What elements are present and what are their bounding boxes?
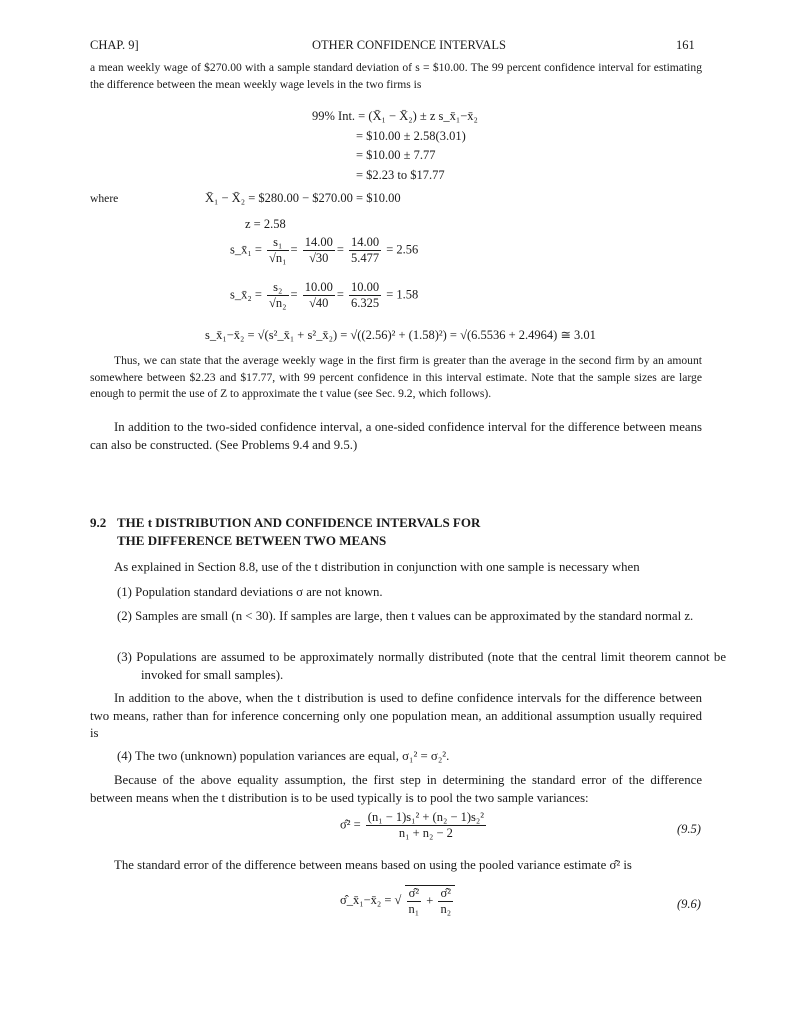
numerator: σ̂² <box>438 886 453 902</box>
fraction <box>303 235 335 266</box>
standard-error-paragraph: The standard error of the difference between means based on using the pooled variance estimate σ̂² is <box>114 858 632 872</box>
equation-9-5 <box>340 810 488 841</box>
section-title-line-1: THE t DISTRIBUTION AND CONFIDENCE INTERVALS FOR <box>117 515 481 530</box>
sx2-lhs: s_x̄₂ = <box>230 287 262 302</box>
section-intro: As explained in Section 8.8, use of the t distribution in conjunction with one sample is necessary when <box>114 560 640 574</box>
fraction <box>407 886 422 917</box>
fraction <box>267 280 288 311</box>
condition-3: (3) Populations are assumed to be approximately normally distributed (note that the central limit theorem cannot be invoked for small samples). <box>117 650 726 682</box>
denominator: √30 <box>309 251 329 265</box>
pool-paragraph: Because of the above equality assumption, the first step in determining the standard error of the difference between means when the t distribution is to be used typically is to pool the two sample variances: <box>90 773 702 805</box>
sx1-lhs: s_x̄₁ = <box>230 242 262 257</box>
eq96-lhs: σ̂_x̄₁−x̄₂ = √ <box>340 892 402 907</box>
chapter-label: CHAP. 9] <box>90 38 139 52</box>
equation-number-9-5: (9.5) <box>677 822 701 836</box>
sx2-result: = 1.58 <box>386 287 419 302</box>
numerator: 14.00 <box>304 235 333 249</box>
sx2-equation: s_x̄₂ = $\frac{\text{s₂}}{\text{√n₂}}$ = $\frac{10.00}{√40}$ = $\frac{10.00}{6.325}$ = 1.58 <box>230 280 419 310</box>
mean-difference-equation: X̄₁ − X̄₂ = $280.00 − $270.00 = $10.00 <box>205 191 401 205</box>
radicand <box>405 885 456 917</box>
fraction <box>267 235 288 266</box>
sdiff-equation: s_x̄₁−x̄₂ = √(s²_x̄₁ + s²_x̄₂) = √((2.56)² + (1.58)²) = √(6.5536 + 2.4964) ≅ 3.01 <box>205 328 596 342</box>
numerator: s₁ <box>267 235 288 251</box>
denominator: √n₁ <box>269 251 287 265</box>
numerator: 14.00 <box>351 235 380 249</box>
denominator: 5.477 <box>351 251 380 265</box>
interval-line-4: = $2.23 to $17.77 <box>356 168 445 182</box>
intro-paragraph: a mean weekly wage of $270.00 with a sample standard deviation of s = $10.00. The 99 percent confidence interval for estimating the difference between the mean weekly wage levels in the two firms is <box>90 61 702 91</box>
denominator: √n₂ <box>269 296 287 310</box>
sx1-result: = 2.56 <box>386 242 419 257</box>
denominator: n₁ + n₂ − 2 <box>398 826 453 840</box>
sx1-equation: s_x̄₁ = $\frac{\text{s₁}}{\text{√n₁}}$ = $\frac{14.00}{√30}$ = $\frac{14.00}{5.477}$ = 2.56 <box>230 235 419 265</box>
numerator: 10.00 <box>304 280 333 294</box>
denominator: n₁ <box>408 902 420 916</box>
section-title-line-2: THE DIFFERENCE BETWEEN TWO MEANS <box>117 533 387 548</box>
fraction <box>438 886 453 917</box>
eq95-lhs: σ̂² = <box>340 817 361 832</box>
one-sided-paragraph: In addition to the two-sided confidence interval, a one-sided confidence interval for the difference between means can also be constructed. (See Problems 9.4 and 9.5.) <box>90 420 702 452</box>
plus-sign: + <box>426 893 434 908</box>
numerator: 10.00 <box>351 280 380 294</box>
denominator: 6.325 <box>351 296 380 310</box>
additional-paragraph: In addition to the above, when the t distribution is used to define confidence intervals for the difference between two means, rather than for inference concerning only one population mean, an additional assumption usually required is <box>90 691 702 740</box>
fraction <box>366 810 486 841</box>
interval-line-2: = $10.00 ± 2.58(3.01) <box>356 129 466 143</box>
page-number: 161 <box>676 38 695 52</box>
fraction <box>349 280 381 311</box>
z-value-equation: z = 2.58 <box>245 217 286 231</box>
numerator: s₂ <box>267 280 288 296</box>
equation-9-6 <box>340 885 455 917</box>
condition-2: (2) Samples are small (n < 30). If samples are large, then t values can be approximated by the standard normal z. <box>117 609 694 623</box>
condition-1: (1) Population standard deviations σ are not known. <box>117 585 383 599</box>
running-title: OTHER CONFIDENCE INTERVALS <box>312 38 506 52</box>
fraction <box>303 280 335 311</box>
thus-paragraph: Thus, we can state that the average weekly wage in the first firm is greater than the average in the second firm by an amount somewhere between $2.23 and $17.77, with 99 percent confidence in this interval estimate. Note that the sample sizes are large enough to permit the use of Z to approximate the t value (see Sec. 9.2, which follows). <box>90 354 702 400</box>
denominator: n₂ <box>440 902 452 916</box>
interval-line-1: 99% Int. = (X̄₁ − X̄₂) ± z s_x̄₁−x̄₂ <box>312 109 478 123</box>
equation-number-9-6: (9.6) <box>677 897 701 911</box>
section-number: 9.2 <box>90 515 107 530</box>
condition-4: (4) The two (unknown) population variances are equal, σ₁² = σ₂². <box>117 749 450 763</box>
numerator: σ̂² <box>407 886 422 902</box>
fraction <box>349 235 381 266</box>
interval-line-3: = $10.00 ± 7.77 <box>356 148 436 162</box>
where-label: where <box>90 192 119 205</box>
numerator: (n₁ − 1)s₁² + (n₂ − 1)s₂² <box>367 810 485 824</box>
denominator: √40 <box>309 296 329 310</box>
